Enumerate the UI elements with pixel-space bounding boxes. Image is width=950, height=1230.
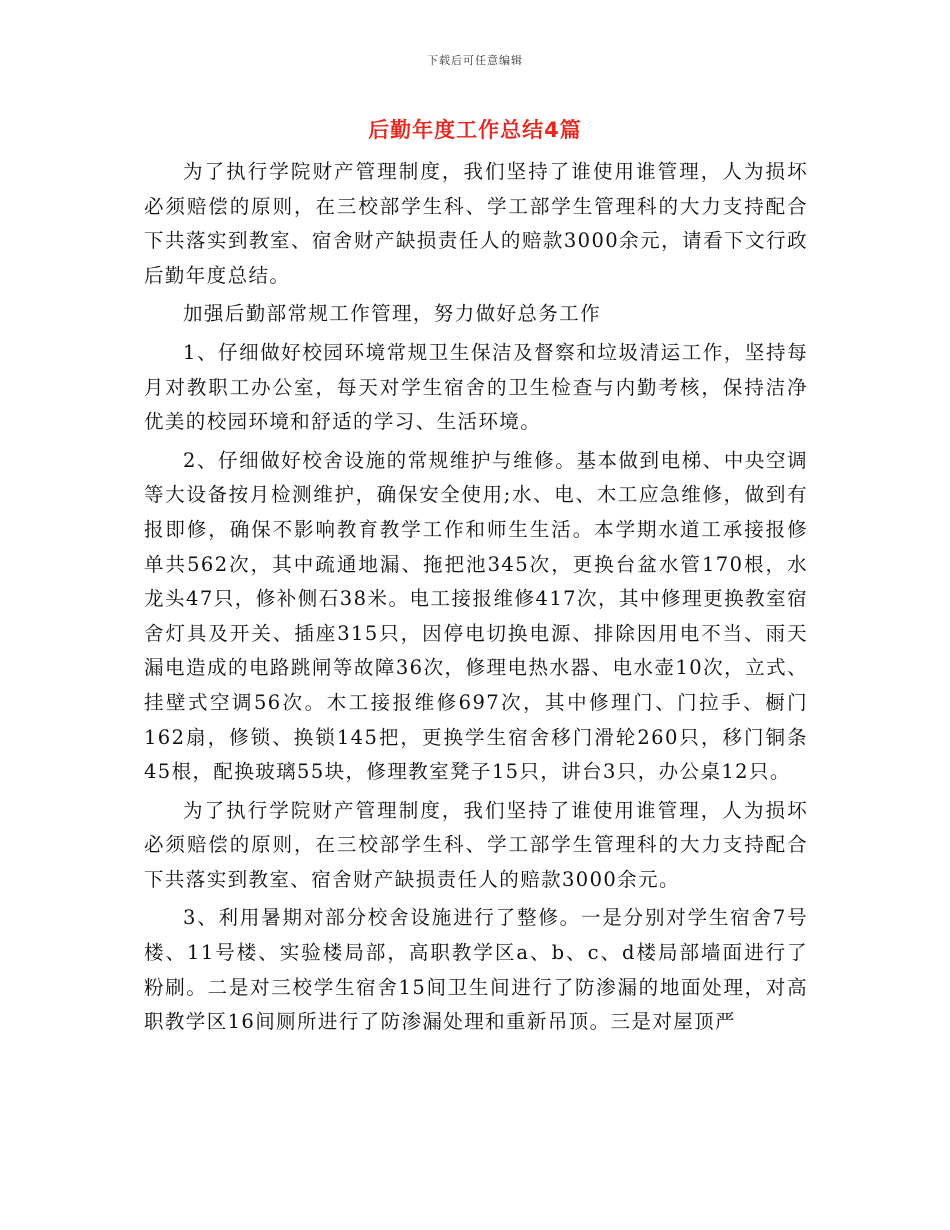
paragraph-item-2: 2、仔细做好校舍设施的常规维护与维修。基本做到电梯、中央空调等大设备按月检测维护，确保安全使用;水、电、木工应急维修，做到有报即修，确保不影响教育教学工作和师生生活。本学期水道工承接报修单共562次，其中疏通地漏、拖把池345次，更换台盆水管170根，水龙头47只，修补侧石38米。电工接报维修417次，其中修理更换教室宿舍灯具及开关、插座315只，因停电切换电源、排除因用电不当、雨天漏电造成的电路跳闸等故障36次，修理电热水器、电水壶10次，立式、挂壁式空调56次。木工接报维修697次，其中修理门、门拉手、橱门162扇，修锁、换锁145把，更换学生宿舍移门滑轮260只，移门铜条45根，配换玻璃55块，修理教室凳子15只，讲台3只，办公桌12只。 [144, 448, 808, 784]
document-title: 后勤年度工作总结4篇 [368, 118, 582, 142]
page-header-note: 下载后可任意编辑 [427, 54, 523, 67]
paragraph-item-1: 1、仔细做好校园环境常规卫生保洁及督察和垃圾清运工作，坚持每月对教职工办公室，每天对学生宿舍的卫生检查与内勤考核，保持洁净优美的校园环境和舒适的学习、生活环境。 [144, 340, 808, 434]
paragraph-repeat-intro: 为了执行学院财产管理制度，我们坚持了谁使用谁管理，人为损坏必须赔偿的原则，在三校部学生科、学工部学生管理科的大力支持配合下共落实到教室、宿舍财产缺损责任人的赔款3000余元。 [144, 798, 808, 891]
document-body [144, 155, 808, 1040]
paragraph-intro: 为了执行学院财产管理制度，我们坚持了谁使用谁管理，人为损坏必须赔偿的原则，在三校部学生科、学工部学生管理科的大力支持配合下共落实到教室、宿舍财产缺损责任人的赔款3000余元，请看下文行政后勤年度总结。 [144, 160, 808, 287]
paragraph-section-heading: 加强后勤部常规工作管理，努力做好总务工作 [183, 302, 602, 326]
paragraph-item-3: 3、利用暑期对部分校舍设施进行了整修。一是分别对学生宿舍7号楼、11号楼、实验楼局部，高职教学区a、b、c、d楼局部墙面进行了粉刷。二是对三校学生宿舍15间卫生间进行了防渗漏的地面处理，对高职教学区16间厕所进行了防渗漏处理和重新吊顶。三是对屋顶严 [144, 906, 808, 1034]
